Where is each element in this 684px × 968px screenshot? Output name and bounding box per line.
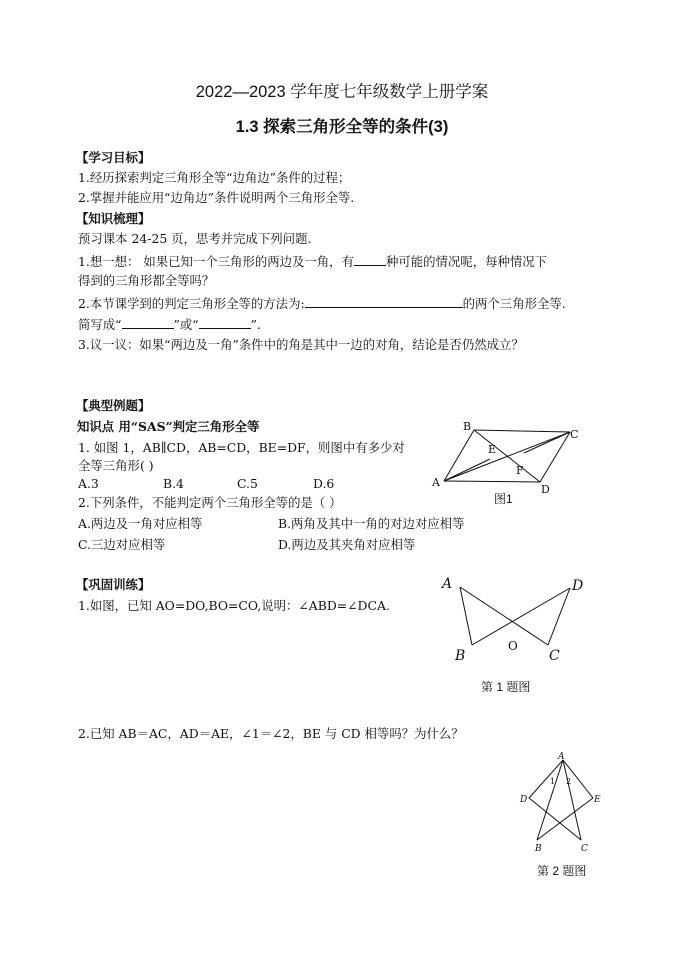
figure-practice-1-caption: 第 1 题图: [481, 680, 531, 694]
fig-p1-label-c: C: [549, 648, 560, 664]
example-1-option-b: B.4: [163, 476, 184, 491]
answer-blank[interactable]: [199, 316, 251, 329]
document-title: 2022—2023 学年度七年级数学上册学案: [195, 83, 489, 101]
answer-blank[interactable]: [354, 253, 386, 266]
practice-heading: 【巩固训练】: [76, 577, 151, 592]
fig1-label-e: E: [488, 443, 497, 456]
figure-practice-2: [515, 748, 605, 854]
example-1-option-c: C.5: [237, 476, 258, 491]
answer-blank[interactable]: [122, 316, 174, 329]
lesson-subtitle: 1.3 探索三角形全等的条件(3): [235, 118, 449, 136]
fig-p2-label-e: E: [594, 795, 601, 805]
fig-p2-angle-1: 1: [550, 777, 556, 786]
fig1-label-d: D: [541, 483, 550, 496]
fig1-label-a: A: [432, 476, 440, 489]
example-1-line-2: 全等三角形( ): [78, 458, 154, 473]
fig-p2-label-b: B: [535, 844, 542, 854]
figure-practice-2-lines: [529, 760, 593, 840]
review-q1-text-a: 1.想一想： 如果已知一个三角形的两边及一角，有: [78, 254, 354, 269]
review-q2-text-d: ”或“: [173, 317, 199, 332]
fig-p2-label-d: D: [520, 795, 528, 805]
fig-p1-label-d: D: [572, 578, 584, 594]
fig-p2-angle-2: 2: [566, 777, 572, 786]
figure-practice-2-caption: 第 2 题图: [537, 864, 587, 878]
fig-p1-label-b: B: [455, 648, 466, 664]
figure-1-lines: [444, 430, 570, 482]
knowledge-point: 知识点 用“SAS”判定三角形全等: [77, 419, 260, 434]
review-intro: 预习课本 24-25 页，思考并完成下列问题.: [78, 231, 312, 246]
review-q1-line-2: 得到的三角形都全等吗？: [78, 273, 215, 288]
example-1-option-d: D.6: [313, 476, 335, 491]
example-2-option-a: A.两边及一角对应相等: [78, 516, 203, 531]
fig1-label-f: F: [516, 464, 524, 477]
example-2-option-c: C.三边对应相等: [78, 537, 166, 552]
fig-p2-label-a: A: [558, 752, 565, 762]
review-question-1: [78, 253, 547, 270]
example-2-option-d: D.两边及其夹角对应相等: [278, 537, 416, 552]
goals-heading: 【学习目标】: [76, 150, 151, 165]
goal-item-2: 2.掌握并能应用“边角边”条件说明两个三角形全等.: [78, 190, 355, 205]
review-q2-text-a: 2.本节课学到的判定三角形全等的方法为:: [78, 296, 305, 311]
figure-practice-1-bowtie: [430, 570, 600, 670]
example-2-option-b: B.两角及其中一角的对边对应相等: [278, 516, 465, 531]
practice-problem-2: 2.已知 AB＝AC，AD＝AE，∠1＝∠2，BE 与 CD 相等吗？为什么？: [78, 726, 464, 741]
review-q1-text-b: 种可能的情况呢，每种情况下: [385, 254, 548, 269]
goal-item-1: 1.经历探索判定三角形全等“边角边”条件的过程；: [78, 170, 351, 185]
review-q2-text-e: ”.: [250, 317, 261, 332]
figure-1-caption: 图1: [494, 492, 513, 506]
example-1-option-a: A.3: [78, 476, 99, 491]
figure-practice-1-lines: [460, 587, 570, 645]
fig-p1-label-a: A: [442, 576, 453, 592]
review-q2-text-c: 简写成“: [78, 317, 122, 332]
review-question-2: [78, 295, 566, 312]
example-1-line-1: 1. 如图 1，AB∥CD，AB=CD，BE=DF，则图中有多少对: [78, 440, 405, 455]
review-q2-text-b: 的两个三角形全等.: [462, 296, 566, 311]
fig1-label-b: B: [463, 420, 472, 433]
practice-problem-1: 1.如图，已知 AO=DO,BO=CO,说明：∠ABD=∠DCA.: [78, 598, 390, 613]
review-q2-line-2: [78, 316, 261, 333]
answer-blank[interactable]: [305, 295, 463, 308]
fig1-label-c: C: [570, 428, 579, 441]
review-heading: 【知识梳理】: [76, 211, 151, 226]
fig-p2-label-c: C: [581, 844, 588, 854]
examples-heading: 【典型例题】: [76, 398, 151, 413]
review-question-3: 3.议一议：如果“两边及一角”条件中的角是其中一边的对角，结论是否仍然成立？: [78, 337, 524, 352]
example-2-stem: 2.下列条件，不能判定两个三角形全等的是（ ）: [78, 495, 342, 510]
fig-p1-label-o: O: [508, 639, 518, 653]
